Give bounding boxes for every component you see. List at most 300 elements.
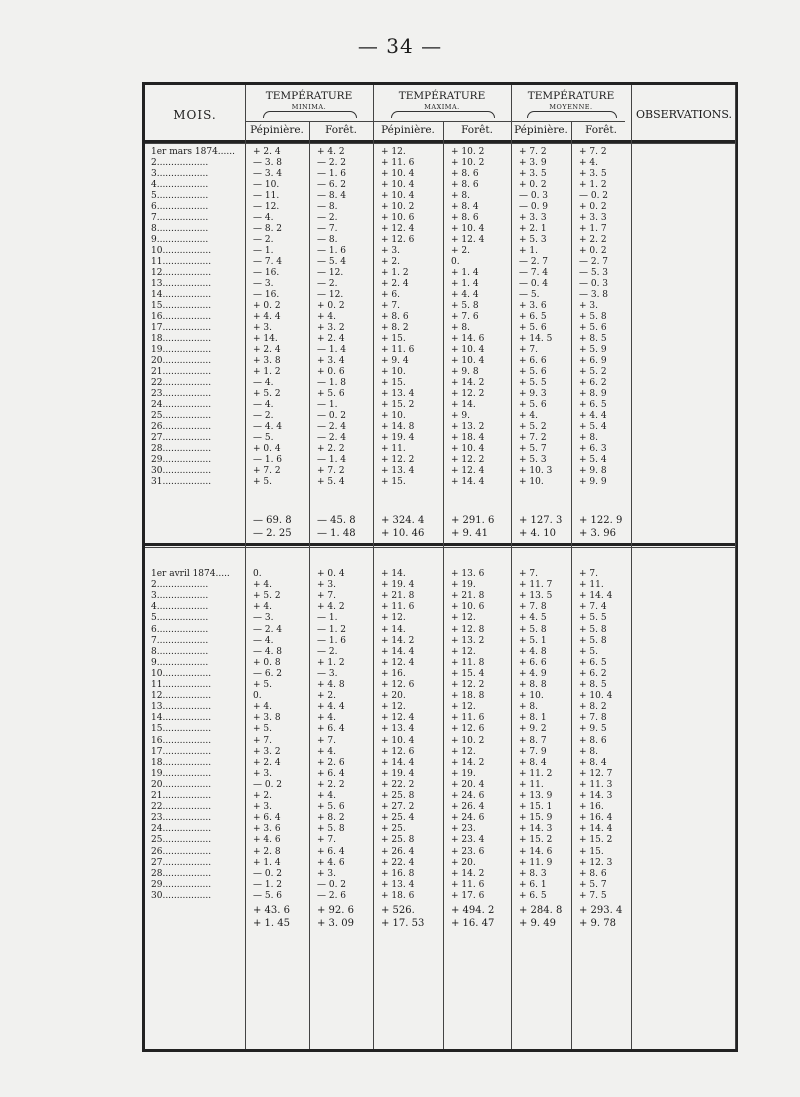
temperature-cell: + 12. 7 bbox=[579, 768, 613, 779]
temperature-cell: + 6. 4 bbox=[317, 724, 345, 735]
temperature-cell: — 0. 3 bbox=[519, 191, 549, 201]
temperature-cell: + 21. 8 bbox=[451, 591, 485, 602]
temperature-cell: + 13. 4 bbox=[381, 389, 415, 399]
temperature-cell: + 12. bbox=[381, 613, 406, 624]
day-label: 31................. bbox=[151, 477, 212, 487]
temperature-cell: — 1. 4 bbox=[317, 345, 347, 355]
temperature-cell: + 3. 8 bbox=[253, 713, 281, 724]
header-bottom-rule-thin bbox=[145, 143, 735, 144]
total-cell: + 494. 2 bbox=[451, 905, 495, 916]
day-label: 4.................. bbox=[151, 180, 209, 190]
temperature-cell: — 16. bbox=[253, 290, 280, 300]
day-label: 12................. bbox=[151, 691, 212, 702]
temperature-cell: — 3. bbox=[317, 668, 338, 679]
temperature-cell: + 6. bbox=[381, 290, 400, 300]
table-row bbox=[145, 312, 741, 323]
table-row bbox=[145, 858, 741, 869]
temperature-cell: + 3. 5 bbox=[519, 169, 547, 179]
temperature-cell: + 22. 2 bbox=[381, 779, 415, 790]
table-row bbox=[145, 268, 741, 279]
day-label: 3.................. bbox=[151, 169, 209, 179]
temperature-cell: + 10. 4 bbox=[579, 691, 613, 702]
day-label: 11................. bbox=[151, 257, 212, 267]
temperature-cell: — 5. bbox=[519, 290, 540, 300]
temperature-cell: + 3. 6 bbox=[519, 301, 547, 311]
temperature-cell: + 11. bbox=[519, 779, 544, 790]
temperature-cell: + 12. 2 bbox=[451, 389, 485, 399]
temperature-cell: + 3. bbox=[317, 580, 336, 591]
temperature-cell: + 12. 6 bbox=[381, 746, 415, 757]
temperature-cell: + 9. 4 bbox=[381, 356, 409, 366]
temperature-cell: + 0. 2 bbox=[579, 246, 607, 256]
day-label: 10................. bbox=[151, 246, 212, 256]
temperature-cell: + 2. 2 bbox=[579, 235, 607, 245]
temperature-cell: + 8. 9 bbox=[579, 389, 607, 399]
temperature-cell: + 3. 9 bbox=[519, 158, 547, 168]
temperature-cell: + 8. 2 bbox=[317, 813, 345, 824]
header-max-pepiniere: Pépinière. bbox=[381, 124, 435, 136]
temperature-cell: + 5. 4 bbox=[579, 455, 607, 465]
temperature-cell: + 1. 2 bbox=[381, 268, 409, 278]
day-label: 19................. bbox=[151, 345, 212, 355]
temperature-cell: + 7. 4 bbox=[579, 602, 607, 613]
temperature-cell: + 12. 4 bbox=[451, 466, 485, 476]
temperature-cell: + 1. 4 bbox=[253, 857, 281, 868]
table-row bbox=[145, 802, 741, 813]
table-row bbox=[145, 301, 741, 312]
header-mois: MOIS. bbox=[173, 108, 217, 122]
table-row bbox=[145, 367, 741, 378]
temperature-cell: + 14. 8 bbox=[381, 422, 415, 432]
temperature-cell: + 10. 4 bbox=[451, 345, 485, 355]
day-label: 20................. bbox=[151, 779, 212, 790]
table-row bbox=[145, 780, 741, 791]
temperature-cell: — 4. bbox=[253, 213, 274, 223]
temperature-cell: — 8. bbox=[317, 202, 338, 212]
temperature-cell: + 3. 8 bbox=[253, 356, 281, 366]
temperature-cell: + 4. 2 bbox=[317, 602, 345, 613]
temperature-cell: + 4. 2 bbox=[317, 147, 345, 157]
table-row bbox=[145, 847, 741, 858]
temperature-cell: + 15. bbox=[579, 846, 604, 857]
temperature-cell: + 9. 8 bbox=[579, 466, 607, 476]
day-label: 26................. bbox=[151, 422, 212, 432]
temperature-cell: + 10. 6 bbox=[381, 213, 415, 223]
temperature-cell: — 0. 3 bbox=[579, 279, 609, 289]
temperature-cell: — 3. 8 bbox=[253, 158, 283, 168]
day-label: 14................. bbox=[151, 290, 212, 300]
month-separator bbox=[145, 543, 735, 546]
temperature-cell: + 2. 1 bbox=[519, 224, 547, 234]
day-label: 16................. bbox=[151, 312, 212, 322]
temperature-cell: + 10. 2 bbox=[451, 147, 485, 157]
temperature-cell: + 12. bbox=[381, 147, 406, 157]
temperature-cell: + 12. 4 bbox=[381, 657, 415, 668]
temperature-cell: + 6. 5 bbox=[519, 312, 547, 322]
day-label: 27................. bbox=[151, 433, 212, 443]
temperature-cell: + 10. 4 bbox=[381, 180, 415, 190]
temperature-cell: + 2. 4 bbox=[381, 279, 409, 289]
total-cell: + 324. 4 bbox=[381, 515, 425, 526]
day-label: 12................. bbox=[151, 268, 212, 278]
table-row bbox=[145, 224, 741, 235]
temperature-cell: + 8. 2 bbox=[381, 323, 409, 333]
temperature-cell: + 11. 6 bbox=[381, 602, 415, 613]
temperature-cell: + 0. 2 bbox=[579, 202, 607, 212]
temperature-cell: + 15. bbox=[381, 378, 406, 388]
temperature-cell: + 26. 4 bbox=[451, 802, 485, 813]
header-max-title: TEMPÉRATURE bbox=[398, 90, 486, 102]
temperature-cell: + 5. 6 bbox=[519, 400, 547, 410]
temperature-cell: + 2. 4 bbox=[253, 757, 281, 768]
temperature-cell: + 7. 2 bbox=[317, 466, 345, 476]
temperature-cell: + 5. 9 bbox=[579, 345, 607, 355]
temperature-cell: — 16. bbox=[253, 268, 280, 278]
temperature-cell: + 15. 2 bbox=[519, 835, 553, 846]
table-row bbox=[145, 389, 741, 400]
table-row bbox=[145, 702, 741, 713]
temperature-cell: — 12. bbox=[317, 268, 344, 278]
temperature-cell: + 19. bbox=[451, 768, 476, 779]
day-label: 8.................. bbox=[151, 646, 209, 657]
header-min-foret: Forêt. bbox=[325, 124, 357, 136]
temperature-cell: — 2. bbox=[317, 213, 338, 223]
temperature-cell: + 12. bbox=[451, 613, 476, 624]
total-cell: + 284. 8 bbox=[519, 905, 563, 916]
table-row bbox=[145, 580, 741, 591]
temperature-cell: + 13. 5 bbox=[519, 591, 553, 602]
temperature-cell: + 2. 4 bbox=[317, 334, 345, 344]
table-row bbox=[145, 466, 741, 477]
temperature-cell: + 7. bbox=[381, 301, 400, 311]
temperature-cell: + 16. 8 bbox=[381, 868, 415, 879]
temperature-cell: + 10. 4 bbox=[451, 356, 485, 366]
mean-cell: + 9. 78 bbox=[579, 918, 617, 929]
temperature-cell: + 4. bbox=[317, 791, 336, 801]
temperature-cell: + 11. 6 bbox=[381, 158, 415, 168]
day-label: 15................. bbox=[151, 301, 212, 311]
temperature-cell: + 3. 4 bbox=[317, 356, 345, 366]
temperature-cell: + 25. 8 bbox=[381, 835, 415, 846]
day-label: 28................. bbox=[151, 444, 212, 454]
temperature-cell: + 3. 6 bbox=[253, 824, 281, 835]
temperature-cell: + 3. 2 bbox=[253, 746, 281, 757]
temperature-cell: + 9. 2 bbox=[519, 724, 547, 735]
table-row bbox=[145, 758, 741, 769]
temperature-cell: + 2. bbox=[253, 791, 272, 801]
temperature-cell: + 4. 6 bbox=[253, 835, 281, 846]
temperature-cell: + 12. 2 bbox=[451, 455, 485, 465]
temperature-cell: + 10. bbox=[381, 411, 406, 421]
temperature-cell: + 8. bbox=[451, 323, 470, 333]
temperature-cell: + 10. 2 bbox=[451, 735, 485, 746]
day-label: 22................. bbox=[151, 802, 212, 813]
temperature-cell: + 0. 2 bbox=[253, 301, 281, 311]
day-label: 1er mars 1874...... bbox=[151, 147, 235, 157]
temperature-cell: — 5. bbox=[253, 433, 274, 443]
temperature-cell: + 6. 5 bbox=[579, 400, 607, 410]
temperature-cell: + 26. 4 bbox=[381, 846, 415, 857]
temperature-cell: + 15. 9 bbox=[519, 813, 553, 824]
temperature-cell: — 1. 2 bbox=[317, 624, 347, 635]
temperature-cell: + 8. 6 bbox=[381, 312, 409, 322]
mean-cell: + 3. 09 bbox=[317, 918, 355, 929]
temperature-cell: + 5. 5 bbox=[579, 613, 607, 624]
temperature-cell: + 5. 8 bbox=[451, 301, 479, 311]
temperature-cell: + 13. 2 bbox=[451, 635, 485, 646]
temperature-cell: + 10. 4 bbox=[381, 169, 415, 179]
table-row bbox=[145, 713, 741, 724]
temperature-cell: — 1. bbox=[317, 400, 338, 410]
temperature-cell: + 16. 4 bbox=[579, 813, 613, 824]
table-row bbox=[145, 724, 741, 735]
temperature-cell: + 17. 6 bbox=[451, 890, 485, 901]
temperature-cell: + 8. 4 bbox=[451, 202, 479, 212]
table-row bbox=[145, 378, 741, 389]
temperature-cell: + 12. 6 bbox=[381, 680, 415, 690]
day-label: 16................. bbox=[151, 735, 212, 746]
temperature-cell: + 4. 6 bbox=[317, 857, 345, 868]
temperature-cell: + 3. 3 bbox=[519, 213, 547, 223]
mean-cell: + 17. 53 bbox=[381, 918, 425, 929]
temperature-cell: — 10. bbox=[253, 180, 280, 190]
mean-cell: + 10. 46 bbox=[381, 528, 425, 539]
temperature-cell: — 0. 9 bbox=[519, 202, 549, 212]
temperature-cell: + 8. bbox=[579, 746, 598, 757]
table-row bbox=[145, 791, 741, 802]
table-row bbox=[145, 246, 741, 257]
day-label: 18................. bbox=[151, 334, 212, 344]
temperature-cell: + 3. bbox=[253, 323, 272, 333]
temperature-cell: + 7. 5 bbox=[579, 890, 607, 901]
temperature-cell: + 5. bbox=[253, 680, 272, 690]
temperature-cell: + 5. 7 bbox=[579, 879, 607, 890]
temperature-cell: + 11. 3 bbox=[579, 779, 613, 790]
temperature-cell: + 8. 5 bbox=[579, 334, 607, 344]
temperature-cell: — 7. 4 bbox=[253, 257, 283, 267]
day-label: 26................. bbox=[151, 846, 212, 857]
temperature-cell: + 24. 6 bbox=[451, 813, 485, 824]
temperature-cell: + 7. 2 bbox=[579, 147, 607, 157]
temperature-cell: — 4. bbox=[253, 378, 274, 388]
day-label: 23................. bbox=[151, 389, 212, 399]
temperature-cell: + 6. 5 bbox=[519, 890, 547, 901]
temperature-cell: + 24. 6 bbox=[451, 791, 485, 801]
table-row bbox=[145, 625, 741, 636]
temperature-cell: — 8. 2 bbox=[253, 224, 283, 234]
temperature-cell: + 7. 8 bbox=[519, 602, 547, 613]
temperature-cell: + 1. 2 bbox=[579, 180, 607, 190]
temperature-cell: + 0. 2 bbox=[519, 180, 547, 190]
day-label: 22................. bbox=[151, 378, 212, 388]
temperature-cell: + 5. 8 bbox=[317, 824, 345, 835]
temperature-cell: — 3. 8 bbox=[579, 290, 609, 300]
temperature-cell: + 8. 5 bbox=[579, 680, 607, 690]
header-min-pepiniere: Pépinière. bbox=[250, 124, 304, 136]
table-row bbox=[145, 422, 741, 433]
table-row bbox=[145, 202, 741, 213]
temperature-cell: + 10. 2 bbox=[451, 158, 485, 168]
temperature-cell: + 13. 4 bbox=[381, 879, 415, 890]
temperature-cell: + 12. 4 bbox=[451, 235, 485, 245]
temperature-cell: — 0. 2 bbox=[317, 879, 347, 890]
total-cell: + 293. 4 bbox=[579, 905, 623, 916]
temperature-cell: + 2. bbox=[381, 257, 400, 267]
temperature-cell: + 25. bbox=[381, 824, 406, 835]
temperature-cell: + 14. 5 bbox=[519, 334, 553, 344]
temperature-cell: — 0. 2 bbox=[253, 868, 283, 879]
table-row bbox=[145, 477, 741, 488]
temperature-cell: + 23. 4 bbox=[451, 835, 485, 846]
temperature-cell: + 2. 8 bbox=[253, 846, 281, 857]
temperature-cell: + 5. 8 bbox=[579, 635, 607, 646]
day-label: 9.................. bbox=[151, 657, 209, 668]
mean-cell: + 9. 41 bbox=[451, 528, 489, 539]
temperature-cell: + 3. bbox=[253, 768, 272, 779]
temperature-cell: + 11. 7 bbox=[519, 580, 553, 591]
temperature-cell: + 2. 4 bbox=[253, 147, 281, 157]
day-label: 29................. bbox=[151, 879, 212, 890]
temperature-cell: + 5. 2 bbox=[579, 367, 607, 377]
temperature-cell: + 4. 8 bbox=[317, 680, 345, 690]
temperature-cell: — 2. 4 bbox=[253, 624, 283, 635]
total-cell: + 43. 6 bbox=[253, 905, 291, 916]
table-row bbox=[145, 691, 741, 702]
temperature-cell: + 6. 4 bbox=[317, 846, 345, 857]
temperature-cell: — 1. 6 bbox=[253, 455, 283, 465]
table-row bbox=[145, 235, 741, 246]
header-max-brace bbox=[391, 111, 495, 118]
header-max-foret: Forêt. bbox=[461, 124, 493, 136]
temperature-cell: + 5. bbox=[253, 477, 272, 487]
temperature-cell: — 0. 2 bbox=[579, 191, 609, 201]
temperature-cell: + 12. bbox=[451, 702, 476, 713]
temperature-cell: + 14. 4 bbox=[451, 477, 485, 487]
temperature-cell: + 2. 4 bbox=[253, 345, 281, 355]
table-row bbox=[145, 169, 741, 180]
temperature-cell: + 12. 3 bbox=[579, 857, 613, 868]
day-label: 5.................. bbox=[151, 191, 209, 201]
temperature-cell: + 7. 8 bbox=[579, 713, 607, 724]
temperature-cell: + 10. bbox=[381, 367, 406, 377]
temperature-cell: + 9. 8 bbox=[451, 367, 479, 377]
temperature-cell: + 7. bbox=[317, 591, 336, 602]
temperature-cell: + 7. 9 bbox=[519, 746, 547, 757]
temperature-cell: + 15. bbox=[381, 477, 406, 487]
day-label: 29................. bbox=[151, 455, 212, 465]
page-number: — 34 — bbox=[357, 34, 443, 58]
temperature-cell: + 8. 3 bbox=[519, 868, 547, 879]
temperature-cell: + 1. 7 bbox=[579, 224, 607, 234]
temperature-cell: — 12. bbox=[253, 202, 280, 212]
table-row bbox=[145, 334, 741, 345]
temperature-cell: + 6. 4 bbox=[317, 768, 345, 779]
temperature-cell: + 14. 2 bbox=[451, 868, 485, 879]
table-row bbox=[145, 213, 741, 224]
temperature-cell: + 13. 4 bbox=[381, 466, 415, 476]
day-label: 8.................. bbox=[151, 224, 209, 234]
temperature-cell: — 2. bbox=[253, 411, 274, 421]
temperature-cell: + 1. 2 bbox=[253, 367, 281, 377]
temperature-cell: — 5. 6 bbox=[253, 890, 283, 901]
table-row bbox=[145, 891, 741, 902]
temperature-cell: + 3. bbox=[579, 301, 598, 311]
temperature-cell: + 7. 2 bbox=[519, 433, 547, 443]
temperature-cell: + 7. bbox=[317, 835, 336, 846]
table-row bbox=[145, 602, 741, 613]
temperature-cell: + 5. 2 bbox=[253, 389, 281, 399]
temperature-table bbox=[142, 82, 738, 1052]
temperature-cell: + 5. 6 bbox=[317, 389, 345, 399]
temperature-cell: + 11. 6 bbox=[451, 713, 485, 724]
header-max-sub: MAXIMA. bbox=[424, 103, 460, 111]
temperature-cell: + 15. 1 bbox=[519, 802, 553, 813]
table-row bbox=[145, 869, 741, 880]
temperature-cell: — 0. 4 bbox=[519, 279, 549, 289]
header-min-title: TEMPÉRATURE bbox=[265, 90, 353, 102]
temperature-cell: — 0. 2 bbox=[253, 779, 283, 790]
temperature-cell: + 5. 5 bbox=[519, 378, 547, 388]
temperature-cell: — 2. 7 bbox=[519, 257, 549, 267]
table-row bbox=[145, 400, 741, 411]
temperature-cell: + 2. bbox=[451, 246, 470, 256]
temperature-cell: + 9. 9 bbox=[579, 477, 607, 487]
header-moy-sub: MOYENNE. bbox=[549, 103, 593, 111]
temperature-cell: + 20. 4 bbox=[451, 779, 485, 790]
temperature-cell: + 14. 4 bbox=[381, 646, 415, 657]
table-row bbox=[145, 433, 741, 444]
temperature-cell: + 0. 2 bbox=[317, 301, 345, 311]
temperature-cell: + 11. 8 bbox=[451, 657, 485, 668]
temperature-cell: + 14. 3 bbox=[579, 791, 613, 801]
temperature-cell: + 10. 6 bbox=[451, 602, 485, 613]
day-label: 11................. bbox=[151, 680, 212, 690]
temperature-cell: + 16. bbox=[579, 802, 604, 813]
temperature-cell: + 4. bbox=[519, 411, 538, 421]
temperature-cell: + 8. bbox=[519, 702, 538, 713]
temperature-cell: + 10. 4 bbox=[451, 444, 485, 454]
table-row bbox=[145, 813, 741, 824]
table-row bbox=[145, 658, 741, 669]
temperature-cell: + 3. 2 bbox=[317, 323, 345, 333]
temperature-cell: + 0. 4 bbox=[253, 444, 281, 454]
temperature-cell: + 15. 2 bbox=[381, 400, 415, 410]
temperature-cell: + 14. 2 bbox=[381, 635, 415, 646]
day-label: 19................. bbox=[151, 768, 212, 779]
temperature-cell: + 12. 4 bbox=[381, 224, 415, 234]
temperature-cell: + 10. 4 bbox=[381, 735, 415, 746]
day-label: 6.................. bbox=[151, 624, 209, 635]
day-label: 3.................. bbox=[151, 591, 209, 602]
day-label: 4.................. bbox=[151, 602, 209, 613]
temperature-cell: — 1. 6 bbox=[317, 246, 347, 256]
table-row bbox=[145, 257, 741, 268]
table-row bbox=[145, 647, 741, 658]
mean-cell: + 1. 45 bbox=[253, 918, 291, 929]
temperature-cell: + 10. 4 bbox=[451, 224, 485, 234]
temperature-cell: + 8. 1 bbox=[519, 713, 547, 724]
temperature-cell: + 5. bbox=[253, 724, 272, 735]
temperature-cell: + 7. 2 bbox=[253, 466, 281, 476]
temperature-cell: + 23. bbox=[451, 824, 476, 835]
temperature-cell: + 1. 4 bbox=[451, 279, 479, 289]
table-row bbox=[145, 636, 741, 647]
day-label: 9.................. bbox=[151, 235, 209, 245]
temperature-cell: + 22. 4 bbox=[381, 857, 415, 868]
temperature-cell: + 5. 6 bbox=[579, 323, 607, 333]
table-row bbox=[145, 680, 741, 691]
table-row bbox=[145, 345, 741, 356]
